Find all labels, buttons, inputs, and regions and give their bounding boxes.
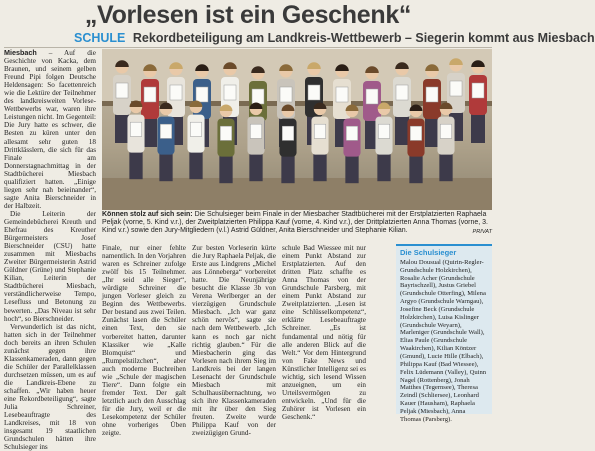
person-figure	[469, 60, 487, 143]
body-column: schule Bad Wiessee mit nur einem Punkt Abstand zur Erstplatzierten. Auf den dritten Platz schaffte es Anna Thomas von der Grundschule Parsberg, mit einem Punkt Abstand zur Zweitplatzierten. „Lesen ist eine Schlüsselkompetenz“, erklärte Lesebeauftragte Schreiner. „Es ist fundamental und nötig für alle anderen Blick auf die Welt.“ Vor dem Hintergrund von Fake News und Künstlicher Intelligenz sei es wichtig, sich lesend Wissen anzueignen, um ein Urteilsvermögen zu entwickeln. „Und für die Zuhörer ist Vorlesen ein Geschenk.“	[282, 244, 366, 421]
body-column: Zur besten Vorleserin kürte die Jury Raphaela Peljak, die Erste aus Lindgrens „Michel aus Lönneberga“ vorbereitet hatte. Die Neunjährige besucht die Klasse 3b von Verena Werlberger an der vierzügigen Grundschule Miesbach. „Ich war ganz schön nervös“, sagte sie nach dem Wettbewerb. „Ich kann es noch gar nicht richtig glauben.“ Für die Miesbacherin ging das Vorlesen nach ihrem Sieg im Landkreis bei der langen Lesenacht der Grundschule Miesbach mit Schulhausübernachtung, wo sich ihre Klassenkameraden mit ihr über den Sieg freuten. Zweite wurde Philippa Kauf von der zweizügigen Grund-	[192, 244, 276, 438]
info-box-title: Die Schulsieger	[400, 248, 457, 257]
paragraph: Verwunderlich ist das nicht, hatten sich in der Teilnehmer doch bereits an ihren Schulen zunächst gegen ihre Klassenkameraden, dann gegen die Schüler der Parallelklassen durchsetzen müssen, um es auf die Landkreis-Ebene zu schaffen. „Wir haben heuer eine Rekordbeteiligung“, sagte Julia Schreiner, Lesebeauftragte des Landkreises, mit 18 von insgesamt 19 staatlichen Grundschulen hätten ihre Schulsieger ins	[4, 322, 96, 451]
paragraph: Die Leiterin der Gemeindebücherei Kreuth und Ehefrau des Kreuther Bürgermeisters Josef Bierschneider (CSU) hatte zusammen mit Miesbachs Zweiter Bürgermeisterin Astrid Güldner (Grüne) und Stephanie Kilian, Leiterin der Stadtbücherei Miesbach, verständlicherweise Tempo, Lesefluss und Betonung zu bewerten. „Das Niveau ist sehr hoch“, so Bierschneider.	[4, 209, 96, 323]
headline: „Vorlesen ist ein Geschenk“	[84, 1, 412, 29]
kicker	[74, 31, 595, 45]
info-box	[396, 244, 492, 423]
lead-column	[4, 48, 96, 451]
caption-text: Die Schulsieger beim Finale in der Miesbacher Stadtbücherei mit der Erstplatzierten Raphaela Peljak (vorne, 5. Kind v.r.), der Zweitplatzierten Philippa Kauf (vorne, 4. Kind v.r.), der Drittplatzierten Anna Thomas (vorne, 3. Kind v.r.) sowie den Jury-Mitgliedern (v.l.) Astrid Güldner, Anita Bierschneider und Stephanie Kilian.	[102, 211, 488, 235]
person-figure	[407, 105, 424, 184]
kicker-text: Rekordbeteiligung am Landkreis-Wettbewerb – Siegerin kommt aus Miesbach	[132, 31, 595, 45]
people-illustration	[102, 49, 492, 210]
paragraph: – Auf die Geschichte von Kacka, dem Braunen, und seinem gelben Freund Pipi folgen Deutsche Heldensagen: So facettenreich wie die Lektüre der Teilnehmer des landkreisweiten Vorlese-Wettbewerbs war, waren ihre Leistungen nicht. Im Gegenteil: Die Jury hatte es schwer, die Besten zu küren unter den allesamt sehr guten 18 Drittklässlern, die sich für das Finale am Donnerstagnachmittag in der Stadtbücherei Miesbach qualifiziert hatten. „Einige liegen sehr nah beieinander“, sagte Anita Bierschneider in der Halbzeit.	[4, 49, 96, 210]
photo-credit: PRIVAT	[472, 229, 492, 236]
info-box-text: Malou Dousual (Quirin-Regler-Grundschule Holzkirchen), Rosalie Acher (Grundschule Bayrischzell), Justus Griebel (Grundschule Otterfing), Milena Argyo (Grundschule Warngau), Josefine Beck (Grundschule Holzkirchen), Luisa Kislinger (Grundschule Weyarn), Marleniger (Grundschule Wall), Elias Paule (Grundschule Waakirchen), Kilian Köntzer (Gmund), Lucie Hille (Elbach), Philippa Kauf (Bad Wiessee), Felix Lüdemann (Valley), Quinn Nagel (Rottenberg), Jonah Matthes (Tegernsee), Theresa Zeindl (Schliersee), Leonhard Kauer (Hausham), Raphaela Peljak (Miesbach), Anna Thomas (Parsberg).	[400, 258, 487, 423]
divider	[4, 47, 492, 48]
dateline: Miesbach	[4, 48, 37, 57]
body-column: Finale, nur einer fehlte namentlich. In den Vorjahren waren es Schreiner zufolge zwölf bis 15 Teilnehmer. „Ihr seid alle Sieger“, würdigte Schreiner die jungen Vorleser gleich zu Beginn des Wettbewerbs. Der bestand aus zwei Teilen. Zunächst lasen die Schüler einen Text, den sie vorbereitet hatten, darunter Klassiker wie „Kalle Blomquist“ und „Rumpelstilzchen“, aber auch moderne Buchreihen wie „Schule der magischen Tiere“. Dann folgte ein fremder Text. Der galt letztlich auch den Ausschlag für die Jury, weil er die Lesekompetenz der Schüler ohne vorheriges Üben zeigte.	[102, 244, 186, 438]
caption-lead: Können stolz auf sich sein:	[102, 211, 193, 218]
photo-caption	[102, 211, 492, 237]
section-label: SCHULE	[74, 31, 126, 45]
group-photo	[102, 49, 492, 210]
